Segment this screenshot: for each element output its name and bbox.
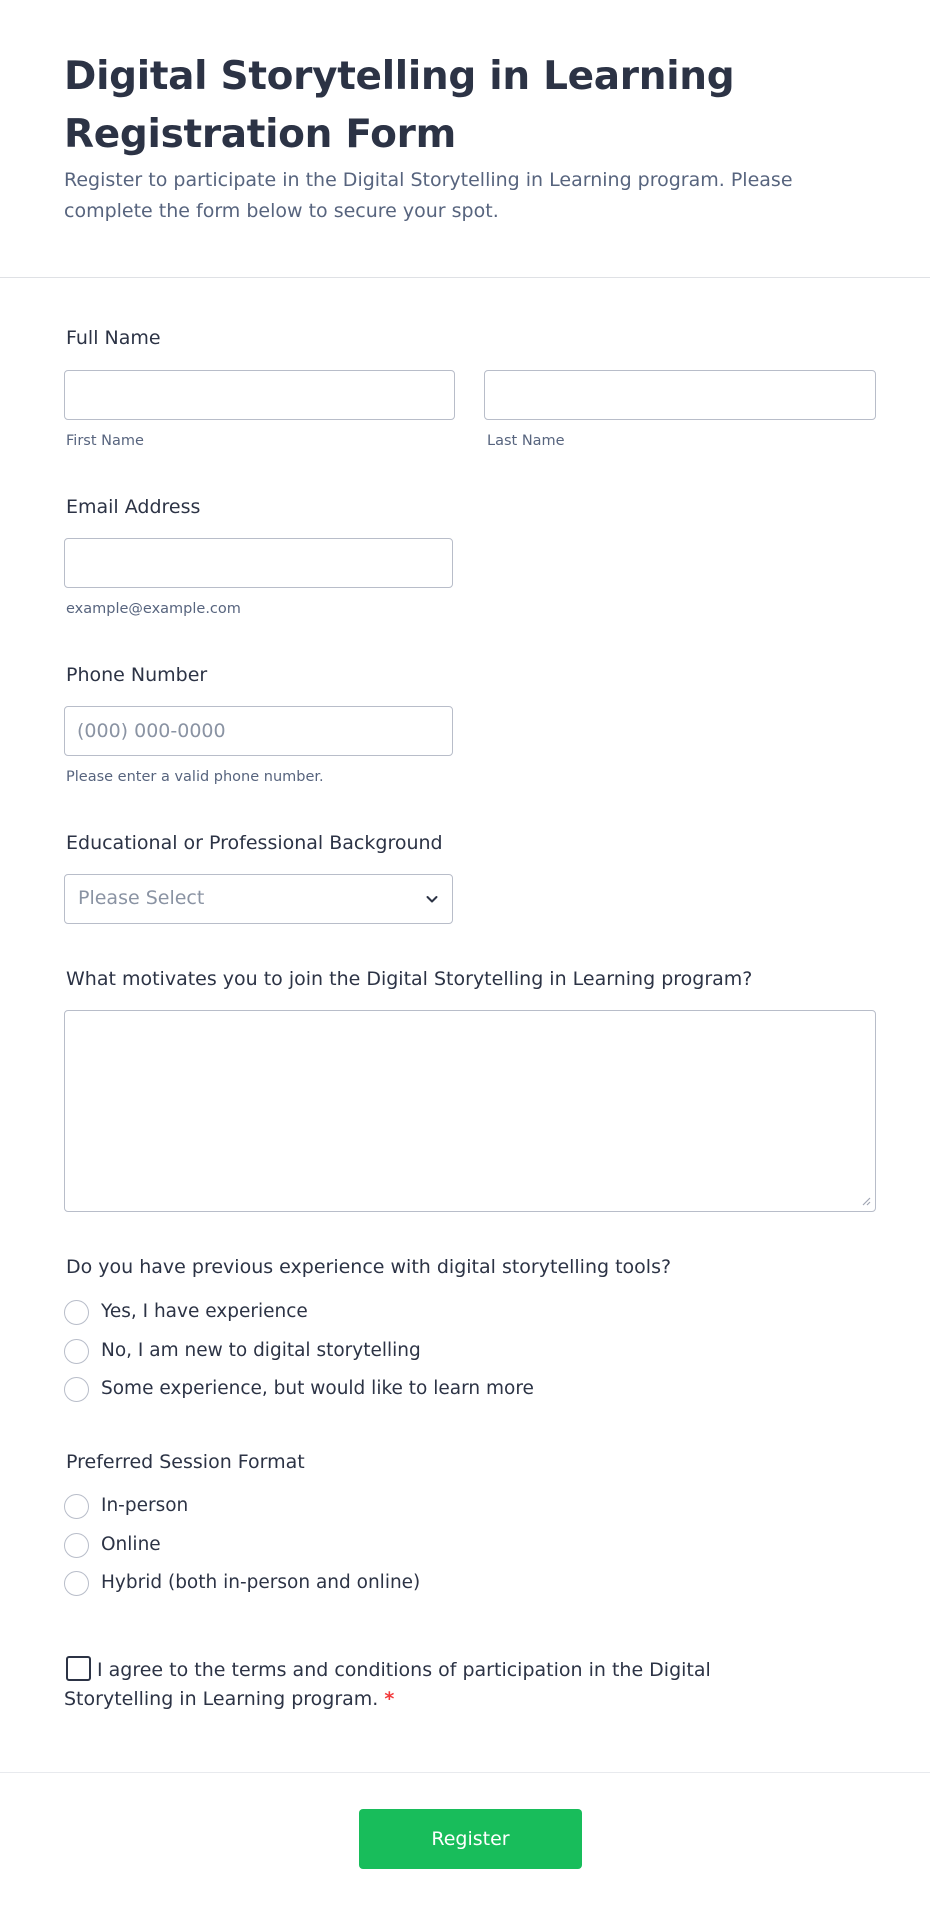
- session-format-label: Preferred Session Format: [66, 1451, 305, 1473]
- full-name-label: Full Name: [66, 327, 161, 349]
- required-marker: *: [384, 1688, 395, 1710]
- radio-label: Some experience, but would like to learn more: [101, 1378, 534, 1399]
- motivation-label: What motivates you to join the Digital Storytelling in Learning program?: [66, 968, 753, 990]
- last-name-input[interactable]: [484, 370, 876, 420]
- background-select[interactable]: [64, 874, 453, 924]
- terms-field: [64, 1656, 804, 1714]
- chevron-down-icon: [424, 891, 440, 907]
- email-label: Email Address: [66, 496, 201, 518]
- form-header: [0, 0, 930, 278]
- register-button[interactable]: Register: [359, 1809, 582, 1869]
- radio-button[interactable]: [64, 1533, 89, 1558]
- terms-checkbox[interactable]: [66, 1656, 91, 1681]
- radio-button[interactable]: [64, 1377, 89, 1402]
- first-name-input[interactable]: [64, 370, 455, 420]
- phone-sublabel: Please enter a valid phone number.: [66, 769, 324, 785]
- page-title: Digital Storytelling in Learning Registration Form: [64, 54, 735, 157]
- background-selected-value: Please Select: [78, 887, 205, 909]
- page-subtitle: Register to participate in the Digital Storytelling in Learning program. Please complete the form below to secure your spot.: [64, 169, 793, 222]
- experience-label: Do you have previous experience with digital storytelling tools?: [66, 1256, 672, 1278]
- radio-label: Yes, I have experience: [101, 1301, 308, 1322]
- terms-label: I agree to the terms and conditions of participation in the Digital Storytelling in Learning program.: [64, 1659, 711, 1710]
- radio-button[interactable]: [64, 1300, 89, 1325]
- radio-label: Online: [101, 1534, 161, 1555]
- radio-label: In-person: [101, 1495, 189, 1516]
- email-field[interactable]: [64, 538, 453, 588]
- first-name-sublabel: First Name: [66, 433, 144, 449]
- footer-divider: [0, 1772, 930, 1773]
- phone-label: Phone Number: [66, 664, 208, 686]
- radio-button[interactable]: [64, 1494, 89, 1519]
- radio-button[interactable]: [64, 1571, 89, 1596]
- email-sublabel: example@example.com: [66, 601, 241, 617]
- resize-grip-icon[interactable]: [861, 1196, 871, 1206]
- phone-input[interactable]: [64, 706, 453, 756]
- radio-button[interactable]: [64, 1339, 89, 1364]
- motivation-textarea[interactable]: [64, 1010, 876, 1212]
- background-label: Educational or Professional Background: [66, 832, 443, 854]
- last-name-sublabel: Last Name: [487, 433, 565, 449]
- radio-label: No, I am new to digital storytelling: [101, 1340, 421, 1361]
- radio-label: Hybrid (both in-person and online): [101, 1572, 421, 1593]
